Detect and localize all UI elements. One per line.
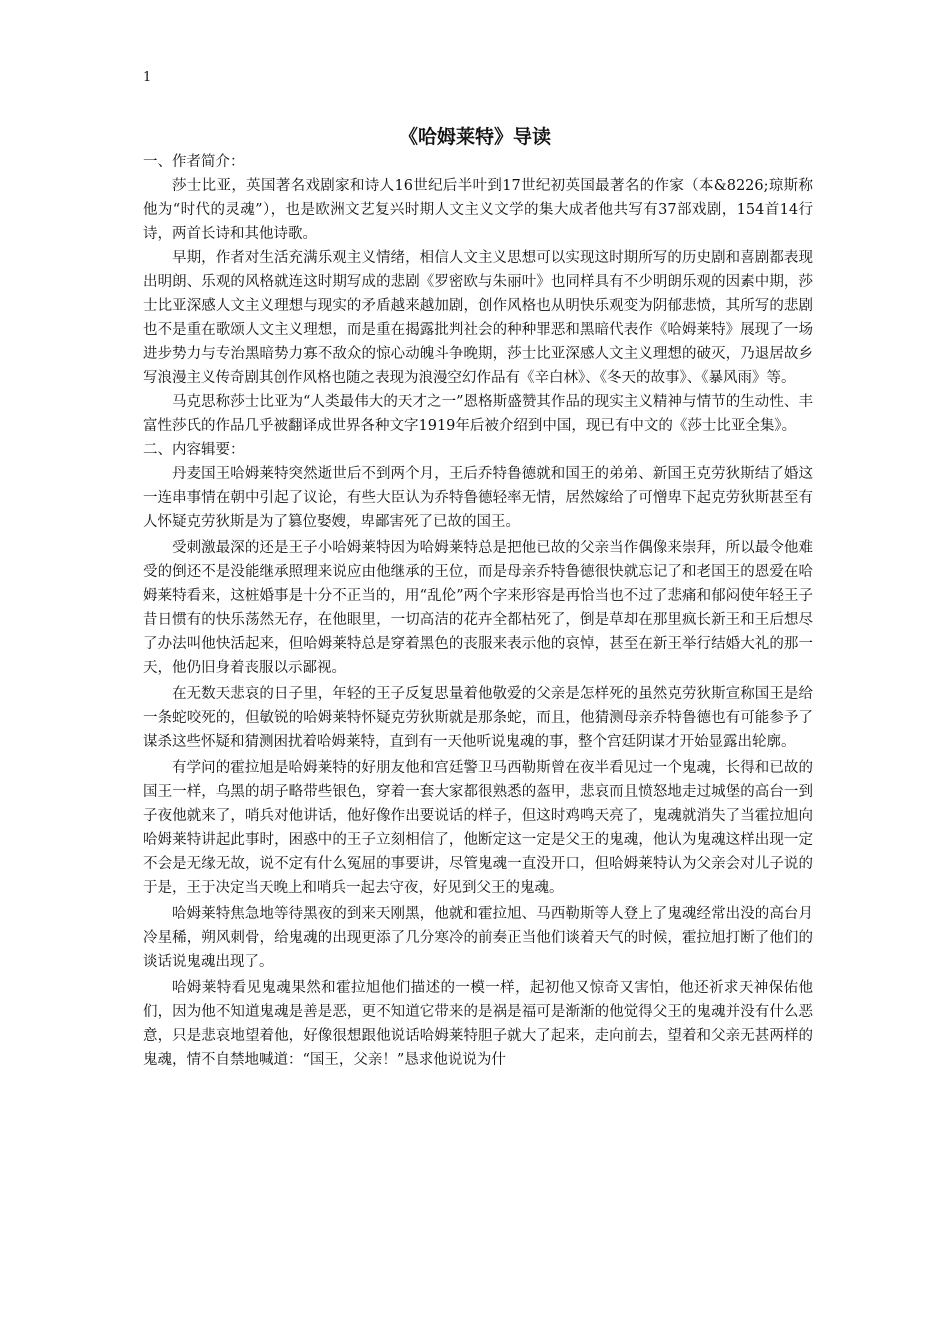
- paragraph: 哈姆莱特焦急地等待黑夜的到来天刚黑，他就和霍拉旭、马西勒斯等人登上了鬼魂经常出没的高台月冷星稀，朔风刺骨，给鬼魂的出现更添了几分寒冷的前奏正当他们谈着天气的时候，霍拉旭打断了他们的谈话说鬼魂出现了。: [143, 906, 813, 970]
- section-author-intro: [143, 150, 813, 438]
- paragraph: 哈姆莱特看见鬼魂果然和霍拉旭他们描述的一模一样，起初他又惊奇又害怕，他还祈求天神保佑他们，因为他不知道鬼魂是善是恶，更不知道它带来的是祸是福可是渐渐的他觉得父王的鬼魂并没有什么恶意，只是悲哀地望着他，好像很想跟他说话哈姆莱特胆子就大了起来，走向前去，望着和父亲无甚两样的鬼魂，情不自禁地喊道：“国王，父亲！”恳求他说说为什: [143, 980, 813, 1068]
- paragraph: 受刺激最深的还是王子小哈姆莱特因为哈姆莱特总是把他已故的父亲当作偶像来崇拜，所以最令他难受的倒还不是没能继承照理来说应由他继承的王位，而是母亲乔特鲁德很快就忘记了和老国王的恩爱在哈姆莱特看来，这桩婚事是十分不正当的，用“乱伦”两个字来形容是再恰当也不过了悲痛和郁闷使年轻王子昔日惯有的快乐荡然无存，在他眼里，一切高洁的花卉全都枯死了，倒是草却在那里疯长新王和王后想尽了办法叫他快活起来，但哈姆莱特总是穿着黑色的丧服来表示他的哀悼，甚至在新王举行结婚大礼的那一天，他仍旧身着丧服以示鄙视。: [143, 540, 813, 676]
- paragraph: 有学问的霍拉旭是哈姆莱特的好朋友他和宫廷警卫马西勒斯曾在夜半看见过一个鬼魂，长得和已故的国王一样，乌黑的胡子略带些银色，穿着一套大家都很熟悉的盔甲，悲哀而且愤怒地走过城堡的高台一到子夜他就来了，哨兵对他讲话，他好像作出要说话的样子，但这时鸡鸣天亮了，鬼魂就消失了当霍拉旭向哈姆莱特讲起此事时，困惑中的王子立刻相信了，他断定这一定是父王的鬼魂，他认为鬼魂这样出现一定不会是无缘无故，说不定有什么冤屈的事要讲，尽管鬼魂一直没开口，但哈姆莱特认为父亲会对儿子说的于是，王于决定当天晚上和哨兵一起去守夜，好见到父王的鬼魂。: [143, 760, 813, 896]
- document-title: 《哈姆莱特》导读: [398, 126, 551, 148]
- paragraph: 在无数天悲哀的日子里，年轻的王子反复思量着他敬爱的父亲是怎样死的虽然克劳狄斯宣称国王是给一条蛇咬死的，但敏锐的哈姆莱特怀疑克劳狄斯就是那条蛇，而且，他猜测母亲乔特鲁德也有可能参予了谋杀这些怀疑和猜测困扰着哈姆莱特，直到有一天他听说鬼魂的事，整个宫廷阴谋才开始显露出轮廓。: [143, 686, 813, 750]
- paragraph: 马克思称莎士比亚为“人类最伟大的天才之一”恩格斯盛赞其作品的现实主义精神与情节的生动性、丰富性莎氏的作品几乎被翻译成世界各种文字1919年后被介绍到中国，现已有中文的《莎士比亚全集》。: [143, 394, 813, 434]
- paragraph: 丹麦国王哈姆莱特突然逝世后不到两个月，王后乔特鲁德就和国王的弟弟、新国王克劳狄斯结了婚这一连串事情在朝中引起了议论，有些大臣认为乔特鲁德轻率无情，居然嫁给了可憎卑下起克劳狄斯甚至有人怀疑克劳狄斯是为了篡位娶嫂，卑鄙害死了已故的国王。: [143, 466, 813, 530]
- section-heading: 一、作者简介：: [143, 154, 245, 170]
- section-heading: 二、内容辑要：: [143, 442, 245, 458]
- page-number: 1: [143, 70, 152, 85]
- paragraph: 早期，作者对生活充满乐观主义情绪，相信人文主义思想可以实现这时期所写的历史剧和喜剧都表现出明朗、乐观的风格就连这时期写成的悲剧《罗密欧与朱丽叶》也同样具有不少明朗乐观的因素中期，莎士比亚深感人文主义理想与现实的矛盾越来越加剧，创作风格也从明快乐观变为阴郁悲愤，其所写的悲剧也不是重在歌颂人文主义理想，而是重在揭露批判社会的种种罪恶和黑暗代表作《哈姆莱特》展现了一场进步势力与专治黑暗势力寡不敌众的惊心动魄斗争晚期，莎士比亚深感人文主义理想的破灭，乃退居故乡写浪漫主义传奇剧其创作风格也随之表现为浪漫空幻作品有《辛白林》、《冬天的故事》、《暴风雨》等。: [143, 250, 813, 386]
- document-body: [143, 150, 813, 1072]
- paragraph: 莎士比亚，英国著名戏剧家和诗人16世纪后半叶到17世纪初英国最著名的作家（本&8226;琼斯称他为“时代的灵魂”），也是欧洲文艺复兴时期人文主义文学的集大成者他共写有37部戏剧，154首14行诗，两首长诗和其他诗歌。: [143, 178, 813, 242]
- section-content-summary: [143, 438, 813, 1072]
